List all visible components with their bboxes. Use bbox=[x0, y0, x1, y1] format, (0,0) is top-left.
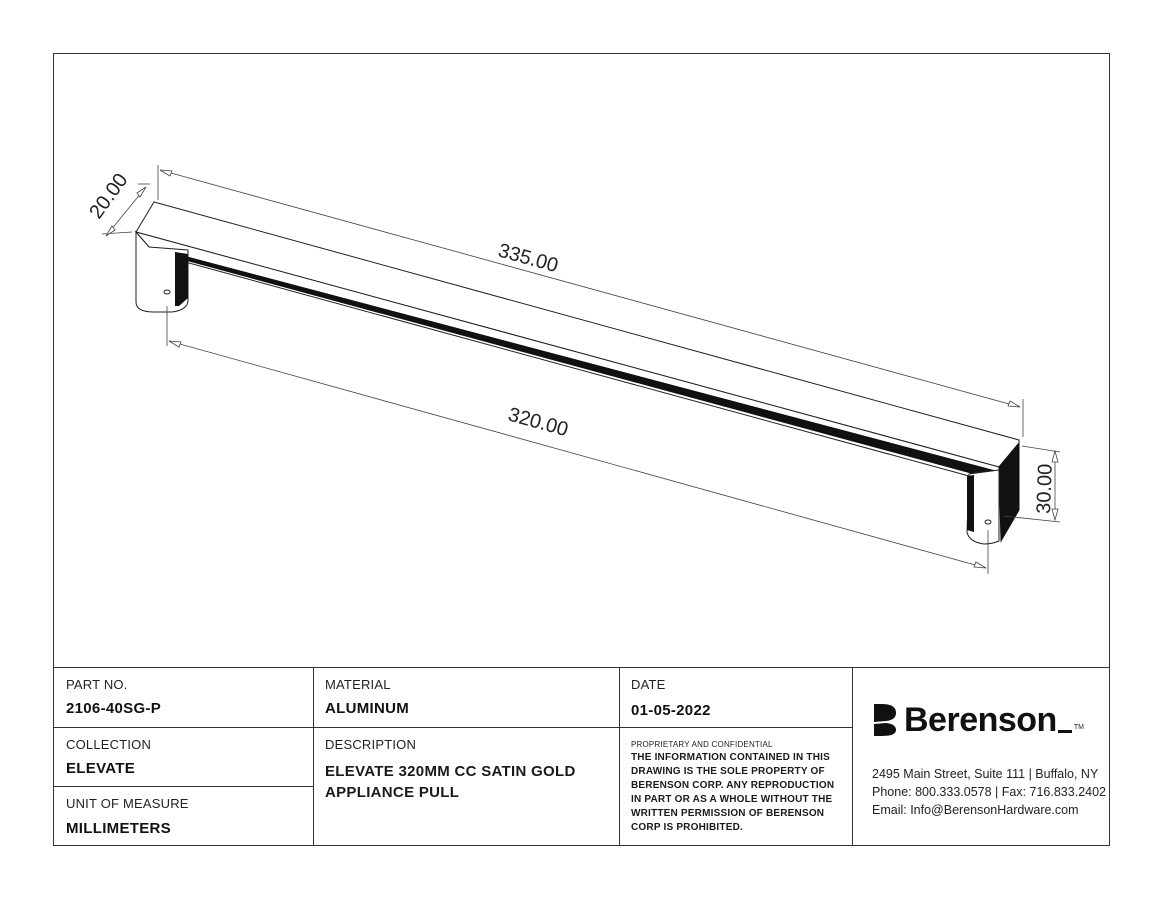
collection-label: COLLECTION bbox=[66, 737, 152, 752]
part-no-value: 2106-40SG-P bbox=[66, 700, 162, 717]
material-label: MATERIAL bbox=[325, 677, 391, 692]
date-value: 01-05-2022 bbox=[631, 702, 711, 719]
left-screw-hole bbox=[164, 290, 170, 294]
dimension-height-label: 30.00 bbox=[1033, 463, 1057, 515]
bar-front-face bbox=[136, 232, 999, 472]
date-label: DATE bbox=[631, 677, 666, 692]
description-label: DESCRIPTION bbox=[325, 737, 417, 752]
right-screw-hole bbox=[985, 520, 991, 524]
company-phone: Phone: 800.333.0578 | Fax: 716.833.2402 bbox=[872, 785, 1106, 799]
company-name: Berenson bbox=[904, 700, 1057, 739]
berenson-logo-icon bbox=[872, 702, 898, 738]
left-post-shadow bbox=[175, 252, 188, 306]
proprietary-text: THE INFORMATION CONTAINED IN THIS DRAWING IS THE SOLE PROPERTY OF BERENSON CORP. ANY REPRODUCTION IN PART OR AS A WHOLE WITHOUT THE WRITTEN PERMISSION OF BERENSON CORP IS PROHIBITED. bbox=[631, 752, 835, 833]
divider bbox=[852, 668, 853, 846]
dimension-center-to-center-label: 320.00 bbox=[505, 403, 571, 442]
proprietary-cell bbox=[619, 727, 852, 846]
unit-of-measure-cell bbox=[54, 786, 313, 845]
description-cell bbox=[313, 727, 619, 846]
drawing-sheet bbox=[53, 53, 1110, 846]
company-underline bbox=[1058, 730, 1072, 733]
collection-value: ELEVATE bbox=[66, 760, 136, 777]
proprietary-title: PROPRIETARY AND CONFIDENTIAL bbox=[631, 740, 773, 749]
dimension-overall-length bbox=[158, 165, 1023, 437]
company-address: 2495 Main Street, Suite 111 | Buffalo, NY bbox=[872, 767, 1099, 781]
unit-of-measure-label: UNIT OF MEASURE bbox=[66, 796, 189, 811]
material-value: ALUMINUM bbox=[325, 700, 410, 717]
trademark: TM bbox=[1073, 723, 1084, 731]
collection-cell bbox=[54, 727, 313, 786]
right-post-shadow bbox=[967, 475, 974, 532]
part-no-label: PART NO. bbox=[66, 677, 128, 692]
bar-inner-edge bbox=[167, 257, 980, 479]
bar-top-face bbox=[136, 202, 1019, 467]
title-block bbox=[54, 667, 1109, 846]
date-cell bbox=[619, 668, 852, 727]
dimension-depth-label: 20.00 bbox=[85, 169, 133, 223]
company-email: Email: Info@BerensonHardware.com bbox=[872, 803, 1079, 817]
material-cell bbox=[313, 668, 619, 727]
dimension-overall-length-label: 335.00 bbox=[495, 239, 561, 278]
description-value: ELEVATE 320MM CC SATIN GOLD APPLIANCE PULL bbox=[325, 763, 576, 801]
company-logo bbox=[872, 700, 1084, 740]
part-no-cell bbox=[54, 668, 313, 727]
technical-drawing bbox=[54, 54, 1111, 667]
unit-of-measure-value: MILLIMETERS bbox=[66, 820, 171, 837]
bar-underside-shadow bbox=[149, 247, 999, 476]
